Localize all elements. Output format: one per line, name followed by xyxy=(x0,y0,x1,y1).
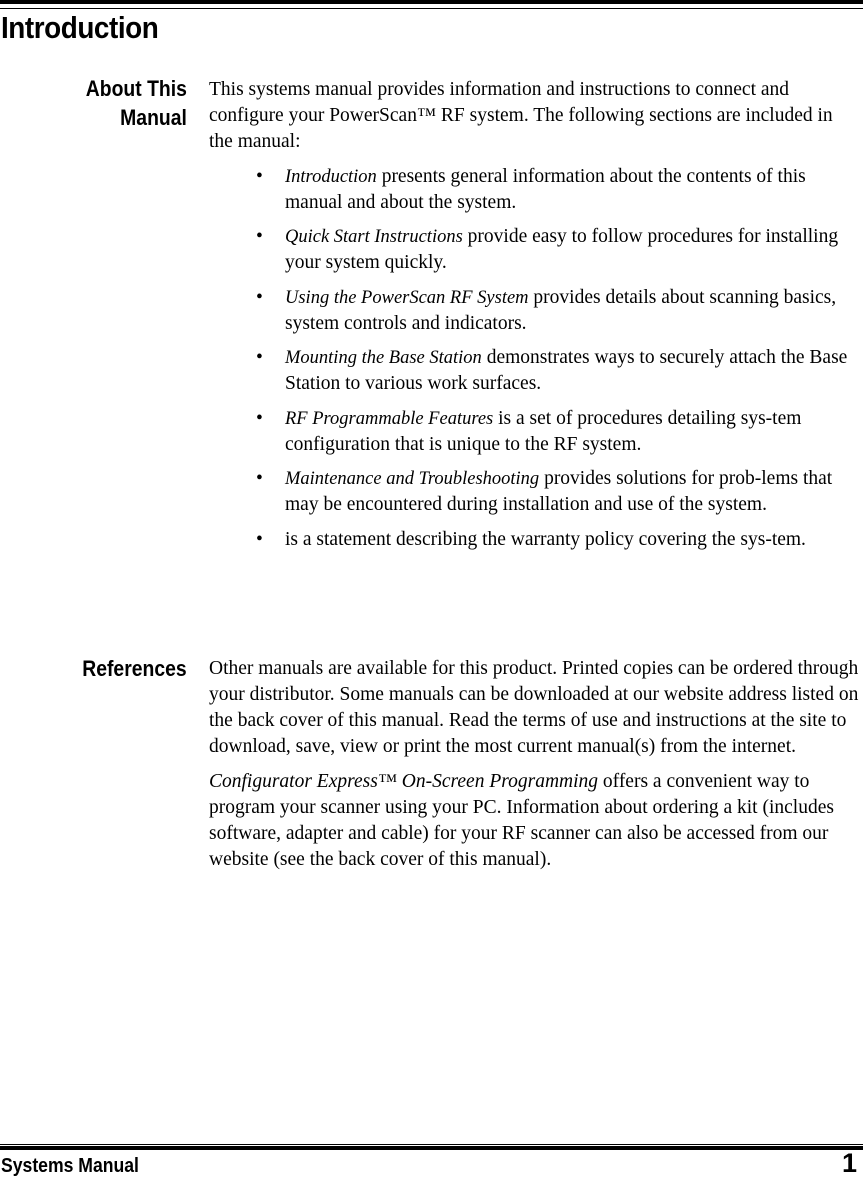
list-item-title: Quick Start Instructions xyxy=(285,227,463,247)
list-item-title: Maintenance and Troubleshooting xyxy=(285,469,540,489)
about-intro: This systems manual provides information and instructions to connect and configure your PowerScan™ RF system. The following sections are included in the manual: xyxy=(209,79,833,152)
list-item-text: presents general information about the contents of this manual and about the system. xyxy=(285,165,806,213)
footer-title: Systems Manual xyxy=(1,1155,139,1177)
bullet-icon: • xyxy=(256,165,263,187)
list-item-text: is a statement describing the warranty policy covering the sys-tem. xyxy=(285,528,806,550)
list-item-title: Introduction xyxy=(285,166,377,187)
about-heading-line1: About This xyxy=(85,76,187,101)
list-item-title: Mounting the Base Station xyxy=(285,348,482,368)
list-item xyxy=(209,466,861,518)
configurator-title: Configurator Express™ On-Screen Programming xyxy=(209,771,599,792)
footer-rule-thick xyxy=(0,1146,863,1150)
bullet-icon: • xyxy=(256,347,263,368)
bullet-icon: • xyxy=(256,468,263,489)
bullet-icon: • xyxy=(256,407,263,429)
top-rule-thin xyxy=(0,8,863,9)
references-paragraph-1: Other manuals are available for this product. Printed copies can be ordered through your distributor. Some manuals can be downloaded at our website address listed on the back cover of this manual. Read the terms of use and instructions at the site to download, save, view or print the most current manual(s) from the internet. xyxy=(209,658,859,757)
references-section xyxy=(209,656,861,873)
page-number: 1 xyxy=(841,1148,857,1178)
configurator-text: offers a convenient way to program your scanner using your PC. Information about ordering a kit (includes software, adapter and cable) for your RF scanner can also be accessed from our website (see the back cover of this manual). xyxy=(209,771,834,870)
list-item xyxy=(209,406,861,458)
list-item-text: provide easy to follow procedures for installing your system quickly. xyxy=(285,226,839,273)
bullet-icon: • xyxy=(256,226,263,247)
references-paragraph-2 xyxy=(209,769,861,873)
about-section xyxy=(209,77,861,553)
bullet-icon: • xyxy=(256,528,263,550)
list-item xyxy=(209,164,861,216)
list-item-text: is a set of procedures detailing sys-tem configuration that is unique to the RF system. xyxy=(285,407,802,455)
top-rule-thick xyxy=(0,0,863,4)
list-item-title: Using the PowerScan RF System xyxy=(285,287,529,308)
section-list xyxy=(209,164,861,553)
footer-rule-thin xyxy=(0,1144,863,1145)
list-item xyxy=(209,224,861,276)
references-heading: References xyxy=(82,656,187,681)
list-item xyxy=(209,345,861,397)
list-item-text: provides solutions for prob-lems that may be encountered during installation and use of the system. xyxy=(285,468,833,515)
list-item-text: provides details about scanning basics, system controls and indicators. xyxy=(285,286,837,334)
list-item xyxy=(209,527,861,553)
bullet-icon: • xyxy=(256,286,263,308)
list-item-title: RF Programmable Features xyxy=(285,408,494,429)
list-item-text: demonstrates ways to securely attach the Base Station to various work surfaces. xyxy=(285,347,848,394)
chapter-title: Introduction xyxy=(1,10,159,45)
about-heading xyxy=(86,74,187,132)
list-item xyxy=(209,285,861,337)
about-heading-line2: Manual xyxy=(120,105,187,130)
